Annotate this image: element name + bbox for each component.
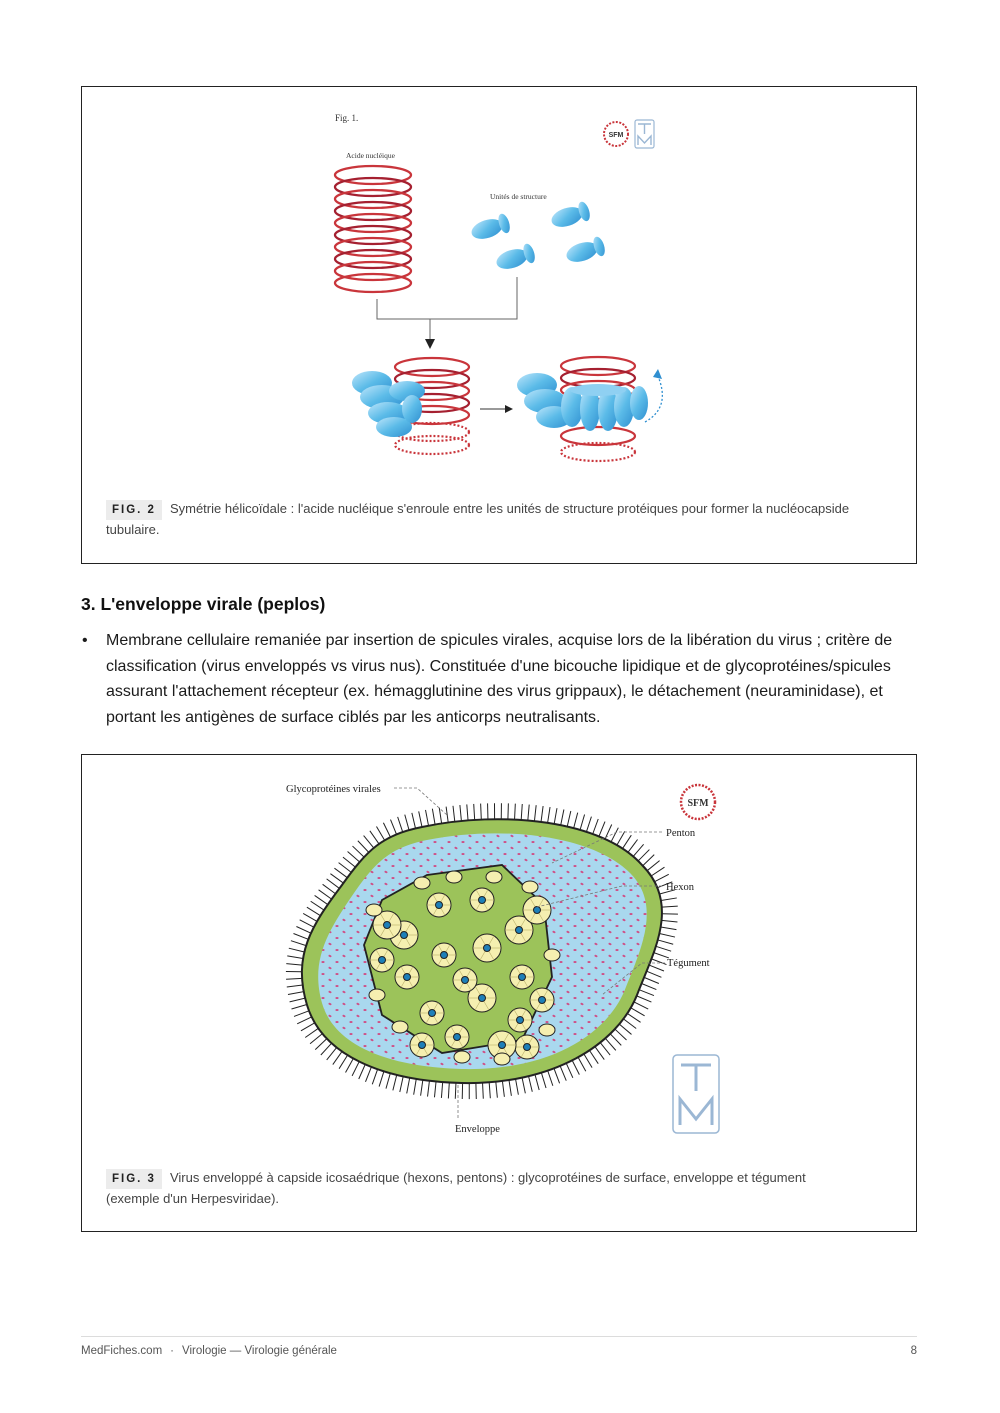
- svg-text:SFM: SFM: [687, 798, 709, 809]
- figure-caption: [106, 499, 856, 540]
- bullet-paragraph: Membrane cellulaire remaniée par insertion de spicules virales, acquise lors de la libération du virus ; critère de classification (virus enveloppés vs virus nus). Constituée d'une bicouche lipidique et de glycoprotéines/spicules assurant l'attachement récepteur (ex. hémagglutinine des virus grippaux), le détachement (neuraminidase), et portant les antigènes de surface ciblés par les anticorps neutralisants.: [106, 632, 893, 726]
- tvm-logo: [673, 1055, 719, 1133]
- capsomer: [369, 989, 385, 1001]
- hexon: [473, 934, 501, 962]
- protein-structure-units: [469, 200, 607, 273]
- site-name[interactable]: MedFiches.com: [81, 1345, 163, 1357]
- capsomer: [539, 1024, 555, 1036]
- hexon: [395, 965, 419, 989]
- capsomer: [454, 1051, 470, 1063]
- hexon: [510, 965, 534, 989]
- enveloped-virus-diagram: [82, 755, 915, 1155]
- breadcrumb-path[interactable]: Virologie — Virologie générale: [182, 1345, 337, 1357]
- capsomer: [522, 881, 538, 893]
- hexon: [470, 888, 494, 912]
- helical-symmetry-diagram: [82, 87, 915, 497]
- capsomer: [446, 871, 462, 883]
- sfm-logo: [604, 122, 628, 146]
- capsomer: [486, 871, 502, 883]
- hexon-label: Hexon: [666, 882, 694, 893]
- figure-enveloped-virus: [81, 754, 917, 1232]
- penton: [432, 943, 456, 967]
- nucleic-acid-label: Acide nucléique: [346, 151, 395, 160]
- capsomer: [366, 904, 382, 916]
- nucleic-acid-coil: [335, 166, 411, 292]
- footer-separator: ·: [170, 1345, 175, 1357]
- capsomer: [414, 877, 430, 889]
- hexon: [515, 1035, 539, 1059]
- hexon: [453, 968, 477, 992]
- caption-text: Symétrie hélicoïdale : l'acide nucléique s'enroule entre les unités de structure protéiques pour former la nucléocapside tubulaire.: [106, 501, 850, 537]
- hexon: [410, 1033, 434, 1057]
- envelope-label: Enveloppe: [455, 1124, 500, 1135]
- assembling-nucleocapsid: [352, 358, 469, 454]
- tvm-logo: [635, 120, 654, 148]
- hexon: [370, 948, 394, 972]
- structure-units-label: Unités de structure: [490, 192, 547, 201]
- hexon: [530, 988, 554, 1012]
- figure-tag: FIG. 2: [106, 500, 162, 520]
- section-heading: 3. L'enveloppe virale (peplos): [81, 594, 326, 614]
- assembly-arrow: [377, 277, 517, 349]
- hexon: [420, 1001, 444, 1025]
- inner-figure-title: Fig. 1.: [335, 113, 359, 123]
- figure-caption: [106, 1168, 856, 1209]
- penton-label: Penton: [666, 828, 696, 839]
- bullet-marker: •: [82, 632, 88, 649]
- capsomer: [494, 1053, 510, 1065]
- hexon: [523, 896, 551, 924]
- capsomer: [544, 949, 560, 961]
- tegument-label: Tégument: [667, 958, 710, 969]
- page-number: 8: [910, 1345, 917, 1357]
- hexon: [445, 1025, 469, 1049]
- tubular-nucleocapsid: [517, 357, 662, 461]
- footer-breadcrumb: [81, 1345, 337, 1357]
- caption-text: Virus enveloppé à capside icosaédrique (hexons, pentons) : glycoprotéines de surface, enveloppe et tégument (exemple d'un Herpesviridae).: [106, 1170, 806, 1206]
- figure-helical-symmetry: [81, 86, 917, 564]
- hexon: [427, 893, 451, 917]
- svg-text:SFM: SFM: [608, 132, 624, 139]
- sfm-logo: [681, 785, 715, 819]
- figure-tag: FIG. 3: [106, 1169, 162, 1189]
- progress-arrow: [480, 405, 513, 413]
- capsomer: [392, 1021, 408, 1033]
- footer-divider: [81, 1336, 917, 1337]
- glycoproteins-label: Glycoprotéines virales: [286, 784, 381, 795]
- penton: [508, 1008, 532, 1032]
